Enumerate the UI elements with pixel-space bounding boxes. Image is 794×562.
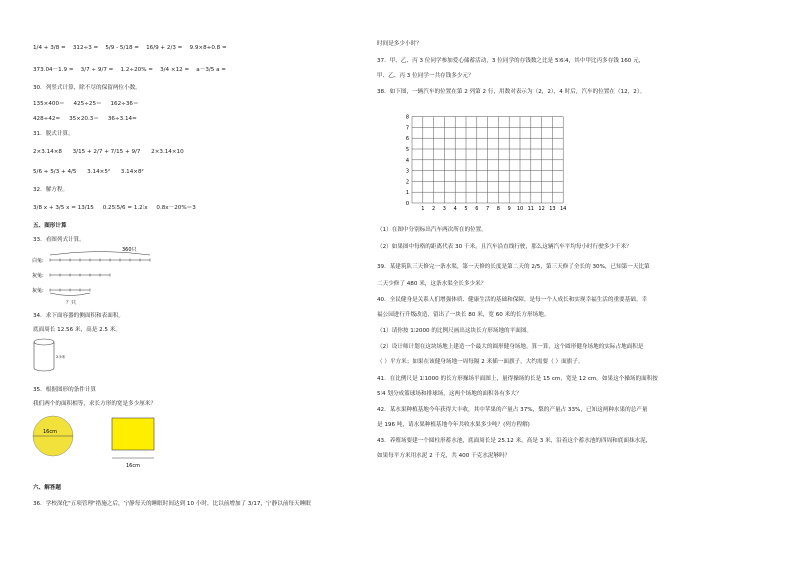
section-6-heading: 六、解答题	[33, 485, 61, 491]
x-tick-label: 7	[486, 206, 490, 212]
q41-line-1: 41．在比例尺是 1∶1000 的长方形操场平面图上，量得操场的长是 15 cm，宽是 12 cm。如果这个操场的面积按	[377, 376, 658, 382]
q32-1: 3/8 x + 3/5 x = 13/15	[33, 205, 94, 211]
q33-title: 33．看图列式计算。	[33, 237, 85, 243]
q41-line-2: 5∶4 划分成篮球场和排球场，这两个场地的面积各有多大？	[377, 391, 522, 397]
y-tick-label: 2	[405, 179, 409, 186]
x-tick-label: 10	[516, 206, 524, 212]
unknown-label: ？只	[66, 300, 77, 306]
y-tick-label: 8	[405, 114, 409, 121]
calc-1-2: 312÷3 =	[72, 45, 99, 51]
grid-lines	[412, 117, 563, 203]
x-tick-label: 8	[496, 206, 500, 212]
section-5-heading: 五、图形计算	[33, 223, 67, 229]
calc-1-1: 1/4 + 3/8 =	[33, 45, 66, 51]
x-tick-label: 13	[549, 206, 556, 212]
q38-text: 38．如下图，一辆汽车的位置在第 2 列第 2 行，用数对表示为（2，2），4 时后，汽车的位置在（12，2）。	[377, 89, 646, 95]
grey-label: 灰兔:	[32, 273, 44, 279]
cylinder-figure	[30, 336, 70, 374]
right-column	[377, 0, 775, 562]
q42-line-2: 是 196 吨，请水果种植基地今年共收水果多少吨？(列方程解)	[377, 422, 530, 428]
y-tick-label: 5	[405, 147, 409, 153]
calc-row-1	[33, 44, 227, 52]
q31-5: 3.14×5²	[87, 169, 111, 175]
q36-text: 36．学校深化"五项管理"措施之后，宁静每天的睡眠时间达到 10 小时，比以前增加了 3/17，宁静以前每天睡眠	[33, 501, 311, 507]
q31-4: 5/6 + 5/3 + 4/5	[33, 169, 77, 175]
q30-4: 428÷42≈	[33, 116, 61, 122]
rect-label: 16cm	[126, 463, 140, 469]
q30-row-1	[33, 100, 139, 108]
y-tick-label: 0	[405, 201, 409, 207]
total-label: 360只	[122, 247, 137, 253]
q39-line-1: 39．某建筑队三天修完一条水渠，第一天修的长度是第二天的 2/5，第三天修了全长的 30%，已知第一天比第	[377, 264, 650, 270]
y-tick-label: 6	[405, 136, 409, 143]
q32-3: 0.8x－20%＝3	[156, 205, 196, 211]
q33-bar-diagram	[30, 244, 160, 306]
x-tick-label: 14	[560, 206, 567, 212]
calc-2-2: 3/7 ÷ 9/7 =	[80, 67, 114, 73]
q31-2: 3/15 + 2/7 + 7/15 + 9/7	[72, 149, 141, 155]
grid-x-ticks	[421, 206, 566, 212]
cylinder-bottom	[34, 368, 54, 371]
calc-2-4: 3/4 ×12 =	[160, 67, 190, 73]
q30-2: 425÷25＝	[73, 101, 102, 107]
cylinder-height-label: 2.5米	[56, 355, 66, 359]
x-tick-label: 9	[507, 206, 511, 212]
x-tick-label: 1	[421, 206, 425, 212]
q35-figures	[32, 412, 182, 472]
x-tick-label: 11	[527, 206, 534, 212]
q38-a: （1）在图中分别标出汽车两次所在的位置。	[377, 227, 487, 233]
q36-continued: 时间是多少小时？	[377, 41, 422, 47]
q42-line-1: 42．某水果种植基地今年获得大丰收，其中苹果的产量占 37%，梨的产量占 33%，已知这两种水果的总产量	[377, 407, 648, 413]
q32-2: 0.25∶5/6 = 1.2∶x	[102, 205, 148, 211]
x-tick-label: 6	[475, 206, 479, 212]
q40-line-2: 福公园进行升级改造，留出了一块长 80 米，宽 60 米的长方形场地。	[377, 312, 550, 318]
calc-2-5: a－3/5 a =	[196, 67, 226, 73]
y-tick-label: 1	[405, 190, 409, 197]
left-column	[0, 0, 370, 562]
q35-text: 我们两个的面积相等，求长方形的宽是多少厘米？	[33, 401, 157, 407]
q30-1: 135×400＝	[33, 101, 65, 107]
q37-line-2: 甲、乙、丙 3 位同学一共存钱多少元？	[377, 73, 474, 79]
q43-line-2: 如果每平方米用水泥 2 千克，共 400 千克水泥够吗？	[377, 453, 511, 459]
calc-1-4: 16/9 + 2/3 =	[146, 45, 183, 51]
q35-title: 35．根据图形的条件计算	[33, 387, 97, 393]
x-tick-label: 3	[442, 206, 446, 212]
cylinder-top	[34, 339, 54, 345]
calc-1-3: 5/9 - 5/18 =	[105, 45, 139, 51]
y-tick-label: 7	[405, 125, 409, 132]
q31-row-2	[33, 168, 144, 176]
calc-2-1: 373.04－1.9 =	[33, 67, 74, 73]
yellow-rectangle	[112, 418, 154, 450]
q40-line-1: 40．全民健身是关系人们增强体质、健康生活的基础和保障，是每一个人成长和实现幸福生活的重要基础。幸	[377, 297, 648, 303]
q40-b-2: （ ）平方米；如果在该健身场地一周每隔 2 米插一面旗子，大约需要（ ）面旗子。	[377, 359, 584, 365]
q37-line-1: 37．甲、乙、丙 3 位同学参加爱心储蓄活动，3 位同学的存钱数之比是 5∶6∶4，其中甲比丙多存钱 160 元，	[377, 58, 645, 64]
q31-title: 31．脱式计算。	[33, 131, 74, 137]
calc-row-2	[33, 66, 226, 74]
calc-2-3: 1.2÷20% =	[120, 67, 153, 73]
q30-title: 30．列竖式计算，除不尽的保留两位小数。	[33, 85, 141, 91]
white-label: 白兔:	[32, 258, 44, 264]
circle-label: 16cm	[43, 429, 57, 435]
x-tick-label: 2	[432, 206, 436, 212]
q31-6: 3.14×8²	[120, 169, 144, 175]
q32-row	[33, 204, 196, 212]
q30-5: 35×20.3＝	[69, 116, 99, 122]
grid-y-ticks	[406, 115, 409, 207]
x-tick-label: 4	[453, 206, 457, 212]
black-label: 灰兔:	[32, 288, 44, 294]
q43-line-1: 43．养殖场要建一个圆柱形蓄水池，底面周长是 25.12 米，高是 3 米，沿着这个蓄水池的四周和底面抹水泥，	[377, 438, 652, 444]
coordinate-grid	[400, 107, 580, 217]
y-tick-label: 4	[405, 157, 409, 164]
q30-row-2	[33, 115, 137, 123]
q31-3: 2×3.14×10	[151, 149, 184, 155]
x-tick-label: 12	[538, 206, 545, 212]
x-tick-label: 5	[464, 206, 468, 212]
calc-1-5: 9.9×8+0.8 =	[189, 45, 227, 51]
q34-text: 底面周长 12.56 米，高是 2.5 米。	[33, 327, 121, 333]
q30-6: 36÷3.14≈	[107, 116, 137, 122]
q31-1: 2×3.14×8	[33, 149, 62, 155]
q30-3: 162÷36＝	[110, 101, 139, 107]
q34-title: 34．求下面容器的侧面积和表面积。	[33, 313, 125, 319]
unknown-brace	[50, 293, 90, 296]
q40-a: （1）请你按 1∶2000 的比例尺画出这块长方形场地的平面图。	[377, 328, 533, 334]
q40-b-1: （2）设计师计划在这块场地上建造一个最大的圆形健身场地。算一算，这个圆形健身场地的实际占地面积是	[377, 344, 644, 350]
y-tick-label: 3	[405, 168, 409, 175]
q32-title: 32．解方程。	[33, 187, 69, 193]
q39-line-2: 二天少修了 480 米，这条水渠全长多少米？	[377, 281, 487, 287]
q31-row-1	[33, 148, 184, 156]
q38-b: （2）如果图中每格的距离代表 30 千米，且汽车沿直线行驶，那么这辆汽车平均每小时行驶多少千米？	[377, 244, 632, 250]
